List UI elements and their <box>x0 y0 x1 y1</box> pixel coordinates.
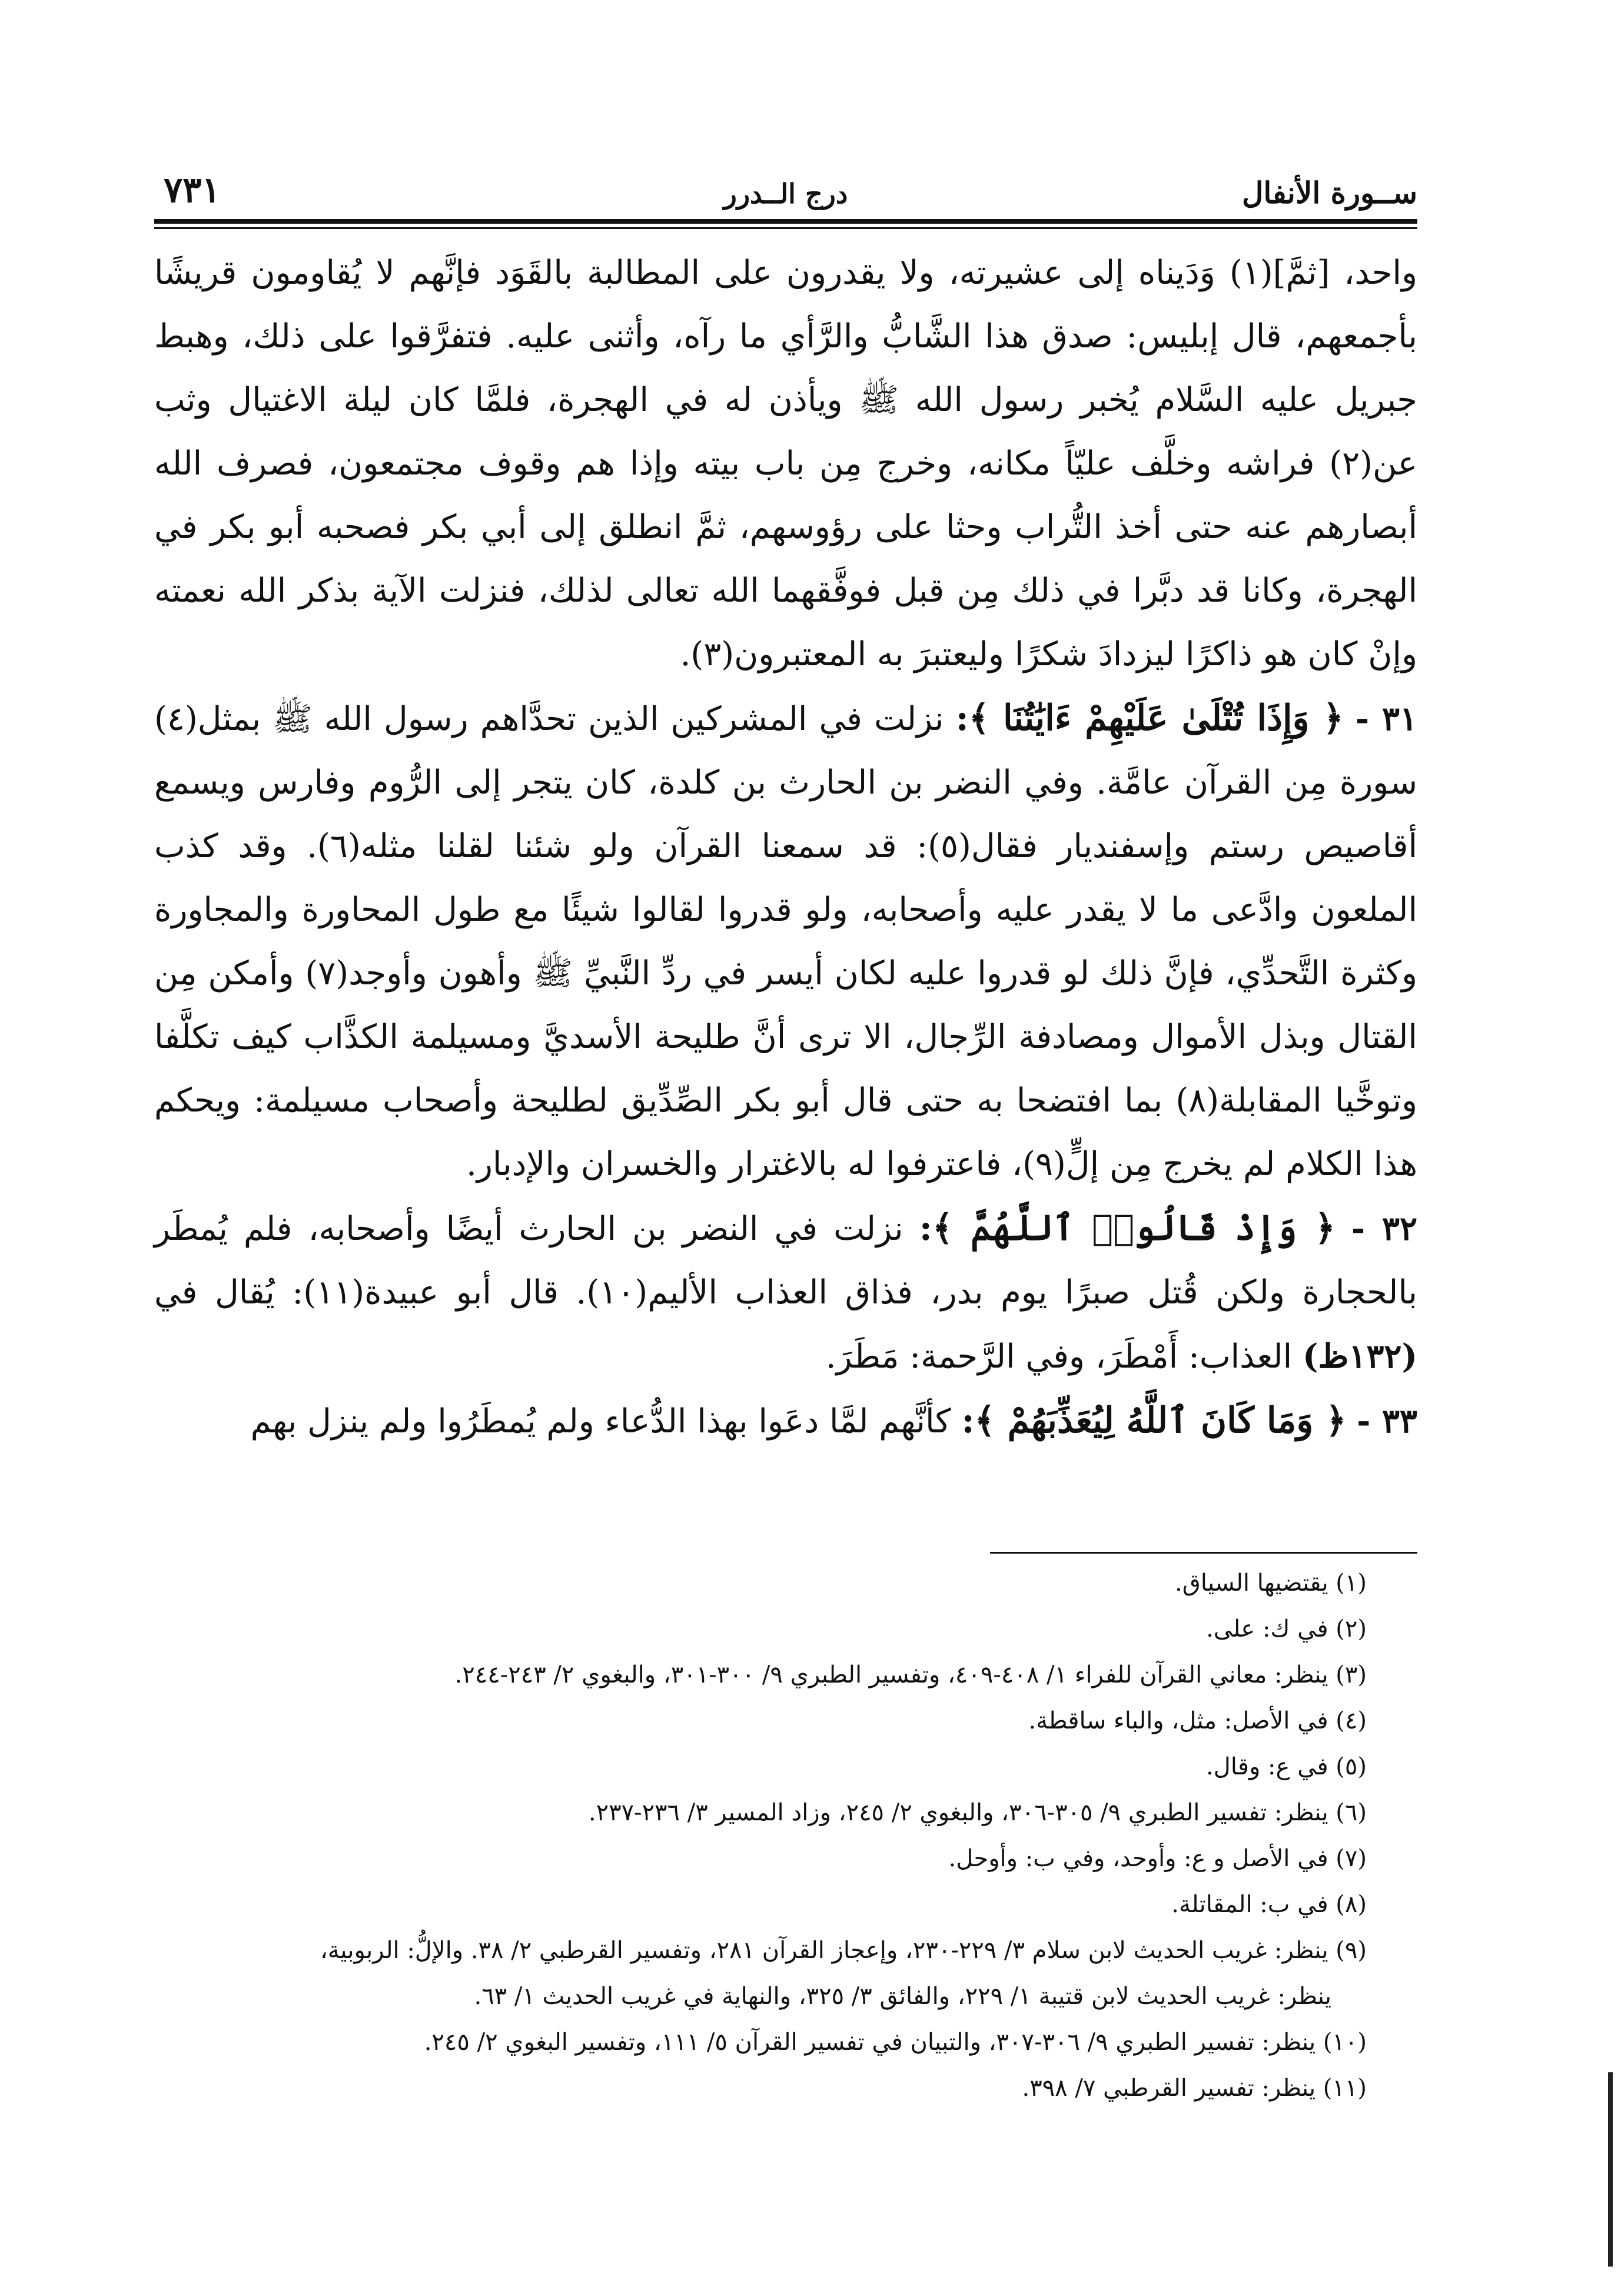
verse-33-paragraph <box>154 1389 1417 1454</box>
verse-32-commentary-end: العذاب: أَمْطَرَ، وفي الرَّحمة: مَطَرَ. <box>825 1338 1293 1376</box>
scan-edge-mark <box>1608 2072 1613 2267</box>
page-header <box>154 170 1417 219</box>
footnote: (١٠) ينظر: تفسير الطبري ٩/ ٣٠٦-٣٠٧، والتبيان في تفسير القرآن ٥/ ١١١، وتفسير البغوي ٢/ ٢٤٥. <box>424 2029 1367 2056</box>
verse-31-paragraph <box>154 686 1417 1196</box>
verse-33-commentary: كأنَّهم لمَّا دعَوا بهذا الدُّعاء ولم يُمطَرُوا ولم ينزل بهم <box>250 1402 951 1441</box>
verse-32-commentary: نزلت في النضر بن الحارث أيضًا وأصحابه، فلم يُمطَر بالحجارة ولكن قُتل صبرًا يوم بدر، فذاق العذاب الأليم(١٠). قال أبو عبيدة(١١): يُقال في <box>154 1210 1417 1312</box>
footnotes <box>154 1560 1367 2111</box>
header-rule-thick <box>154 219 1417 224</box>
footnote: (٢) في ك: على. <box>1206 1615 1367 1643</box>
footnote: (١) يقتضيها السياق. <box>1175 1570 1367 1597</box>
surah-title: ســورة الأنفال <box>1242 175 1417 210</box>
verse-33-quote: ﴿ وَمَا كَانَ ٱللَّهُ لِيُعَذِّبَهُمْ ﴾: <box>961 1400 1347 1441</box>
main-text <box>154 241 1417 1454</box>
verse-31-commentary: نزلت في المشركين الذين تحدَّاهم رسول الله ﷺ بمثل(٤) سورة مِن القرآن عامَّة. وفي النضر بن الحارث بن كلدة، كان يتجر إلى الرُّوم وفارس ويسمع أقاصيص رستم وإسفنديار فقال(٥): قد سمعنا القرآن ولو شئنا لقلنا مثله(٦). وقد كذب الملعون وادَّعى ما لا يقدر عليه وأصحابه، ولو قدروا لقالوا شيئًا مع طول المحاورة والمجاورة وكثرة التَّحدِّي، فإنَّ ذلك لو قدروا عليه لكان أيسر في ردِّ النَّبيِّ ﷺ وأهون وأوجد(٧) وأمكن مِن القتال وبذل الأموال ومصادفة الرِّجال، الا ترى أنَّ طليحة الأسديَّ ومسيلمة الكذَّاب كيف تكلَّفا وتوخَّيا المقابلة(٨) بما افتضحا به حتى قال أبو بكر الصِّدِّيق لطليحة وأصحاب مسيلمة: ويحكم هذا الكلام لم يخرج مِن إلٍّ(٩)، فاعترفوا له بالاغترار والخسران والإدبار. <box>154 700 1418 1183</box>
footnote-separator <box>990 1552 1417 1554</box>
verse-33-number: ٣٣ - <box>1357 1402 1417 1441</box>
manuscript-folio-marker: (١٣٢ظ) <box>1302 1337 1417 1376</box>
book-title: درج الــدرر <box>723 178 848 210</box>
verse-31-quote: ﴿ وَإِذَا تُتْلَىٰ عَلَيْهِمْ ءَايَٰتُنَا ﴾: <box>955 698 1344 739</box>
header-rule-thin <box>154 227 1417 229</box>
verse-32-quote: ﴿ وَإِذْ قَالُوا۟ ٱللَّهُمَّ ﴾: <box>919 1207 1336 1249</box>
verse-31-number: ٣١ - <box>1355 699 1417 738</box>
footnote: (٨) في ب: المقاتلة. <box>1171 1891 1367 1918</box>
verse-32-paragraph <box>154 1196 1417 1389</box>
footnote: (٦) ينظر: تفسير الطبري ٩/ ٣٠٥-٣٠٦، والبغوي ٢/ ٢٤٥، وزاد المسير ٣/ ٢٣٦-٢٣٧. <box>588 1799 1367 1826</box>
footnote: (١١) ينظر: تفسير القرطبي ٧/ ٣٩٨. <box>1022 2075 1367 2102</box>
footnote: (٤) في الأصل: مثل، والباء ساقطة. <box>1028 1707 1367 1734</box>
footnote: (٩) ينظر: غريب الحديث لابن سلام ٣/ ٢٢٩-٢٣٠، وإعجاز القرآن ٢٨١، وتفسير القرطبي ٢/ ٣٨. والإلُّ: الربوبية، <box>320 1937 1367 1964</box>
paragraph-continuation: واحد، [ثمَّ](١) وَدَيناه إلى عشيرته، ولا يقدرون على المطالبة بالقَوَد فإنَّهم لا يُقاومون قريشًا بأجمعهم، قال إبليس: صدق هذا الشَّابُّ والرَّأي ما رآه، وأثنى عليه. فتفرَّقوا على ذلك، وهبط جبريل عليه السَّلام يُخبر رسول الله ﷺ ويأذن له في الهجرة، فلمَّا كان ليلة الاغتيال وثب عن(٢) فراشه وخلَّف عليّاً مكانه، وخرج مِن باب بيته وإذا هم وقوف مجتمعون، فصرف الله أبصارهم عنه حتى أخذ التُّراب وحثا على رؤوسهم، ثمَّ انطلق إلى أبي بكر فصحبه أبو بكر في الهجرة، وكانا قد دبَّرا في ذلك مِن قبل فوفَّقهما الله تعالى لذلك، فنزلت الآية بذكر الله نعمته وإنْ كان هو ذاكرًا ليزدادَ شكرًا وليعتبرَ به المعتبرون(٣). <box>154 254 1417 673</box>
footnote-continuation: ينظر: غريب الحديث لابن قتيبة ١/ ٢٢٩، والفائق ٣/ ٣٢٥، والنهاية في غريب الحديث ١/ ٦٣. <box>474 1983 1331 2010</box>
page-number: ٧٣١ <box>164 170 221 211</box>
footnote: (٥) في ع: وقال. <box>1205 1753 1367 1780</box>
verse-32-number: ٣٢ - <box>1351 1209 1418 1248</box>
footnote: (٧) في الأصل و ع: وأوحد، وفي ب: وأوحل. <box>948 1845 1367 1872</box>
footnote: (٣) ينظر: معاني القرآن للفراء ١/ ٤٠٨-٤٠٩، وتفسير الطبري ٩/ ٣٠٠-٣٠١، والبغوي ٢/ ٢٤٣-٢٤٤. <box>454 1661 1367 1688</box>
